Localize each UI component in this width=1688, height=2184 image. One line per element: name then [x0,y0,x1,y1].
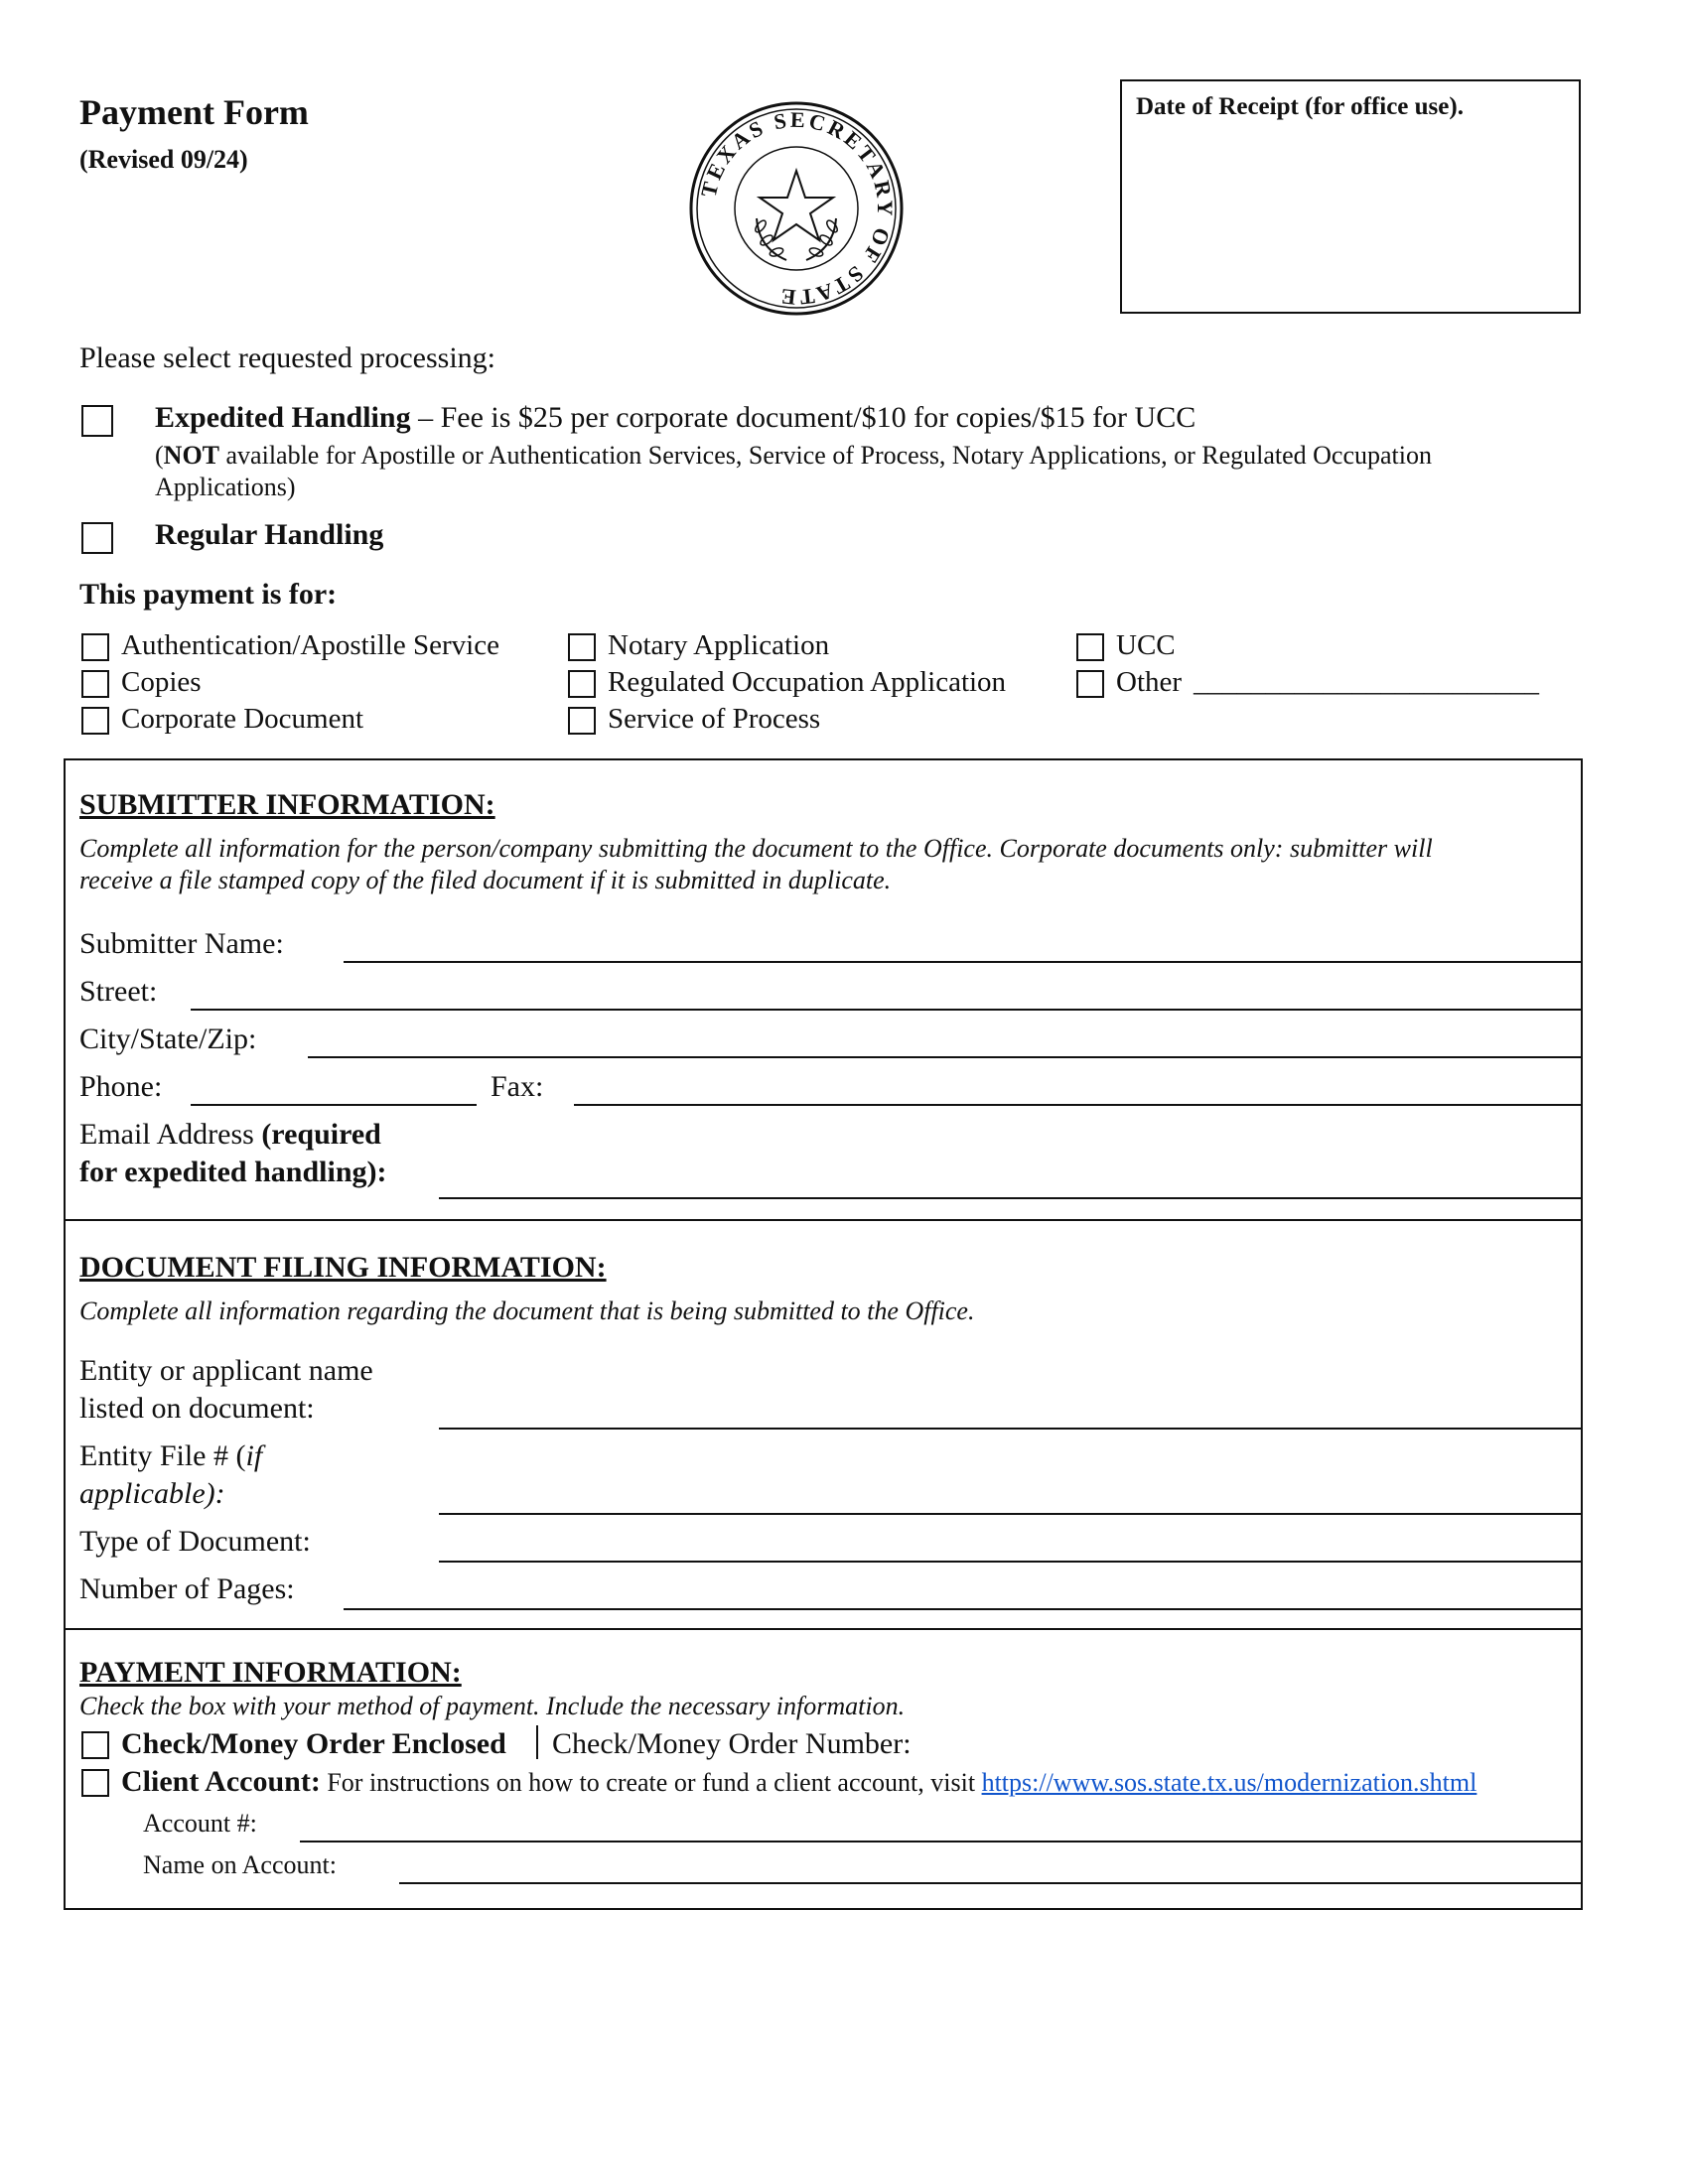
service-of-process-label: Service of Process [608,703,821,735]
processing-prompt: Please select requested processing: [79,341,496,374]
expedited-note-paren: ( [155,441,164,470]
client-account-text: For instructions on how to create or fund a client account, visit [320,1768,982,1797]
other-label: Other [1116,666,1183,698]
email-required-note: (required [261,1118,381,1151]
city-state-zip-label: City/State/Zip: [79,1023,257,1055]
submitter-heading: SUBMITTER INFORMATION: [79,788,495,821]
account-number-label: Account #: [143,1809,257,1838]
expedited-fee: – Fee is $25 per corporate document/$10 for copies/$15 for UCC [410,401,1196,434]
page-count-label: Number of Pages: [79,1572,295,1605]
regulated-occupation-checkbox[interactable] [568,670,596,698]
modernization-link[interactable]: https://www.sos.state.tx.us/modernization.shtml [981,1768,1477,1797]
submitter-instruction-2: receive a file stamped copy of the filed document if it is submitted in duplicate. [79,866,892,894]
email-label-text: Email Address [79,1118,262,1151]
document-instruction: Complete all information regarding the document that is being submitted to the Office. [79,1297,975,1325]
email-field[interactable] [439,1197,1583,1199]
client-account-line [121,1765,1477,1799]
entity-name-label-2: listed on document: [79,1392,315,1425]
expedited-line [155,401,1196,435]
expedited-label: Expedited Handling [155,401,411,434]
email-label [79,1118,381,1152]
entity-file-label-1 [79,1439,262,1473]
authentication-apostille-checkbox[interactable] [81,633,109,661]
page-title: Payment Form [79,92,309,132]
entity-file-label-if: if [245,1439,263,1472]
account-name-label: Name on Account: [143,1850,337,1879]
other-blank[interactable]: ________________________ [1194,666,1539,698]
ucc-label: UCC [1116,629,1176,661]
entity-name-field[interactable] [439,1428,1583,1430]
notary-application-checkbox[interactable] [568,633,596,661]
page-count-field[interactable] [344,1608,1583,1610]
ucc-checkbox[interactable] [1076,633,1104,661]
entity-name-label-1: Entity or applicant name [79,1354,373,1387]
document-type-label: Type of Document: [79,1525,311,1558]
document-heading: DOCUMENT FILING INFORMATION: [79,1251,607,1284]
copies-checkbox[interactable] [81,670,109,698]
entity-file-field[interactable] [439,1513,1583,1515]
check-number-divider [536,1725,538,1759]
revision-date: (Revised 09/24) [79,145,248,174]
svg-text:TEXAS SECRETARY OF STATE: TEXAS SECRETARY OF STATE [695,106,899,311]
receipt-date-label: Date of Receipt (for office use). [1136,93,1464,120]
expedited-note-line2: Applications) [155,473,296,501]
submitter-name-field[interactable] [344,961,1583,963]
client-account-label: Client Account: [121,1765,321,1798]
corporate-document-label: Corporate Document [121,703,364,735]
fax-label: Fax: [491,1070,544,1103]
regular-label: Regular Handling [155,518,384,551]
client-account-checkbox[interactable] [81,1769,109,1797]
payment-for-heading: This payment is for: [79,578,338,611]
expedited-note [155,441,1432,471]
section-divider [64,1219,1583,1221]
email-label-line2: for expedited handling): [79,1156,387,1188]
regular-checkbox[interactable] [81,522,113,554]
phone-field[interactable] [191,1104,477,1106]
street-field[interactable] [191,1009,1583,1011]
section-divider [64,1628,1583,1630]
regulated-occupation-label: Regulated Occupation Application [608,666,1007,698]
authentication-apostille-label: Authentication/Apostille Service [121,629,499,661]
check-number-label[interactable]: Check/Money Order Number: [552,1727,912,1760]
phone-label: Phone: [79,1070,163,1103]
payment-instruction: Check the box with your method of payment. Include the necessary information. [79,1692,906,1720]
check-money-order-checkbox[interactable] [81,1731,109,1759]
expedited-note-text: available for Apostille or Authentication Services, Service of Process, Notary Applications, or Regulated Occupation [219,441,1432,470]
expedited-checkbox[interactable] [81,405,113,437]
corporate-document-checkbox[interactable] [81,707,109,735]
account-name-field[interactable] [399,1882,1583,1884]
receipt-date-box [1120,79,1581,314]
street-label: Street: [79,975,158,1008]
submitter-instruction-1: Complete all information for the person/company submitting the document to the Office. Corporate documents only: submitter will [79,834,1433,863]
copies-label: Copies [121,666,202,698]
fax-field[interactable] [574,1104,1583,1106]
account-number-field[interactable] [300,1841,1583,1843]
entity-file-label-2: applicable): [79,1477,225,1510]
service-of-process-checkbox[interactable] [568,707,596,735]
expedited-note-not: NOT [163,441,220,470]
submitter-name-label: Submitter Name: [79,927,284,960]
entity-file-label-text: Entity File # ( [79,1439,246,1472]
city-state-zip-field[interactable] [308,1056,1583,1058]
other-checkbox[interactable] [1076,670,1104,698]
document-type-field[interactable] [439,1561,1583,1563]
notary-application-label: Notary Application [608,629,830,661]
texas-seal-icon [687,99,906,318]
payment-heading: PAYMENT INFORMATION: [79,1656,462,1689]
check-money-order-label: Check/Money Order Enclosed [121,1727,506,1760]
